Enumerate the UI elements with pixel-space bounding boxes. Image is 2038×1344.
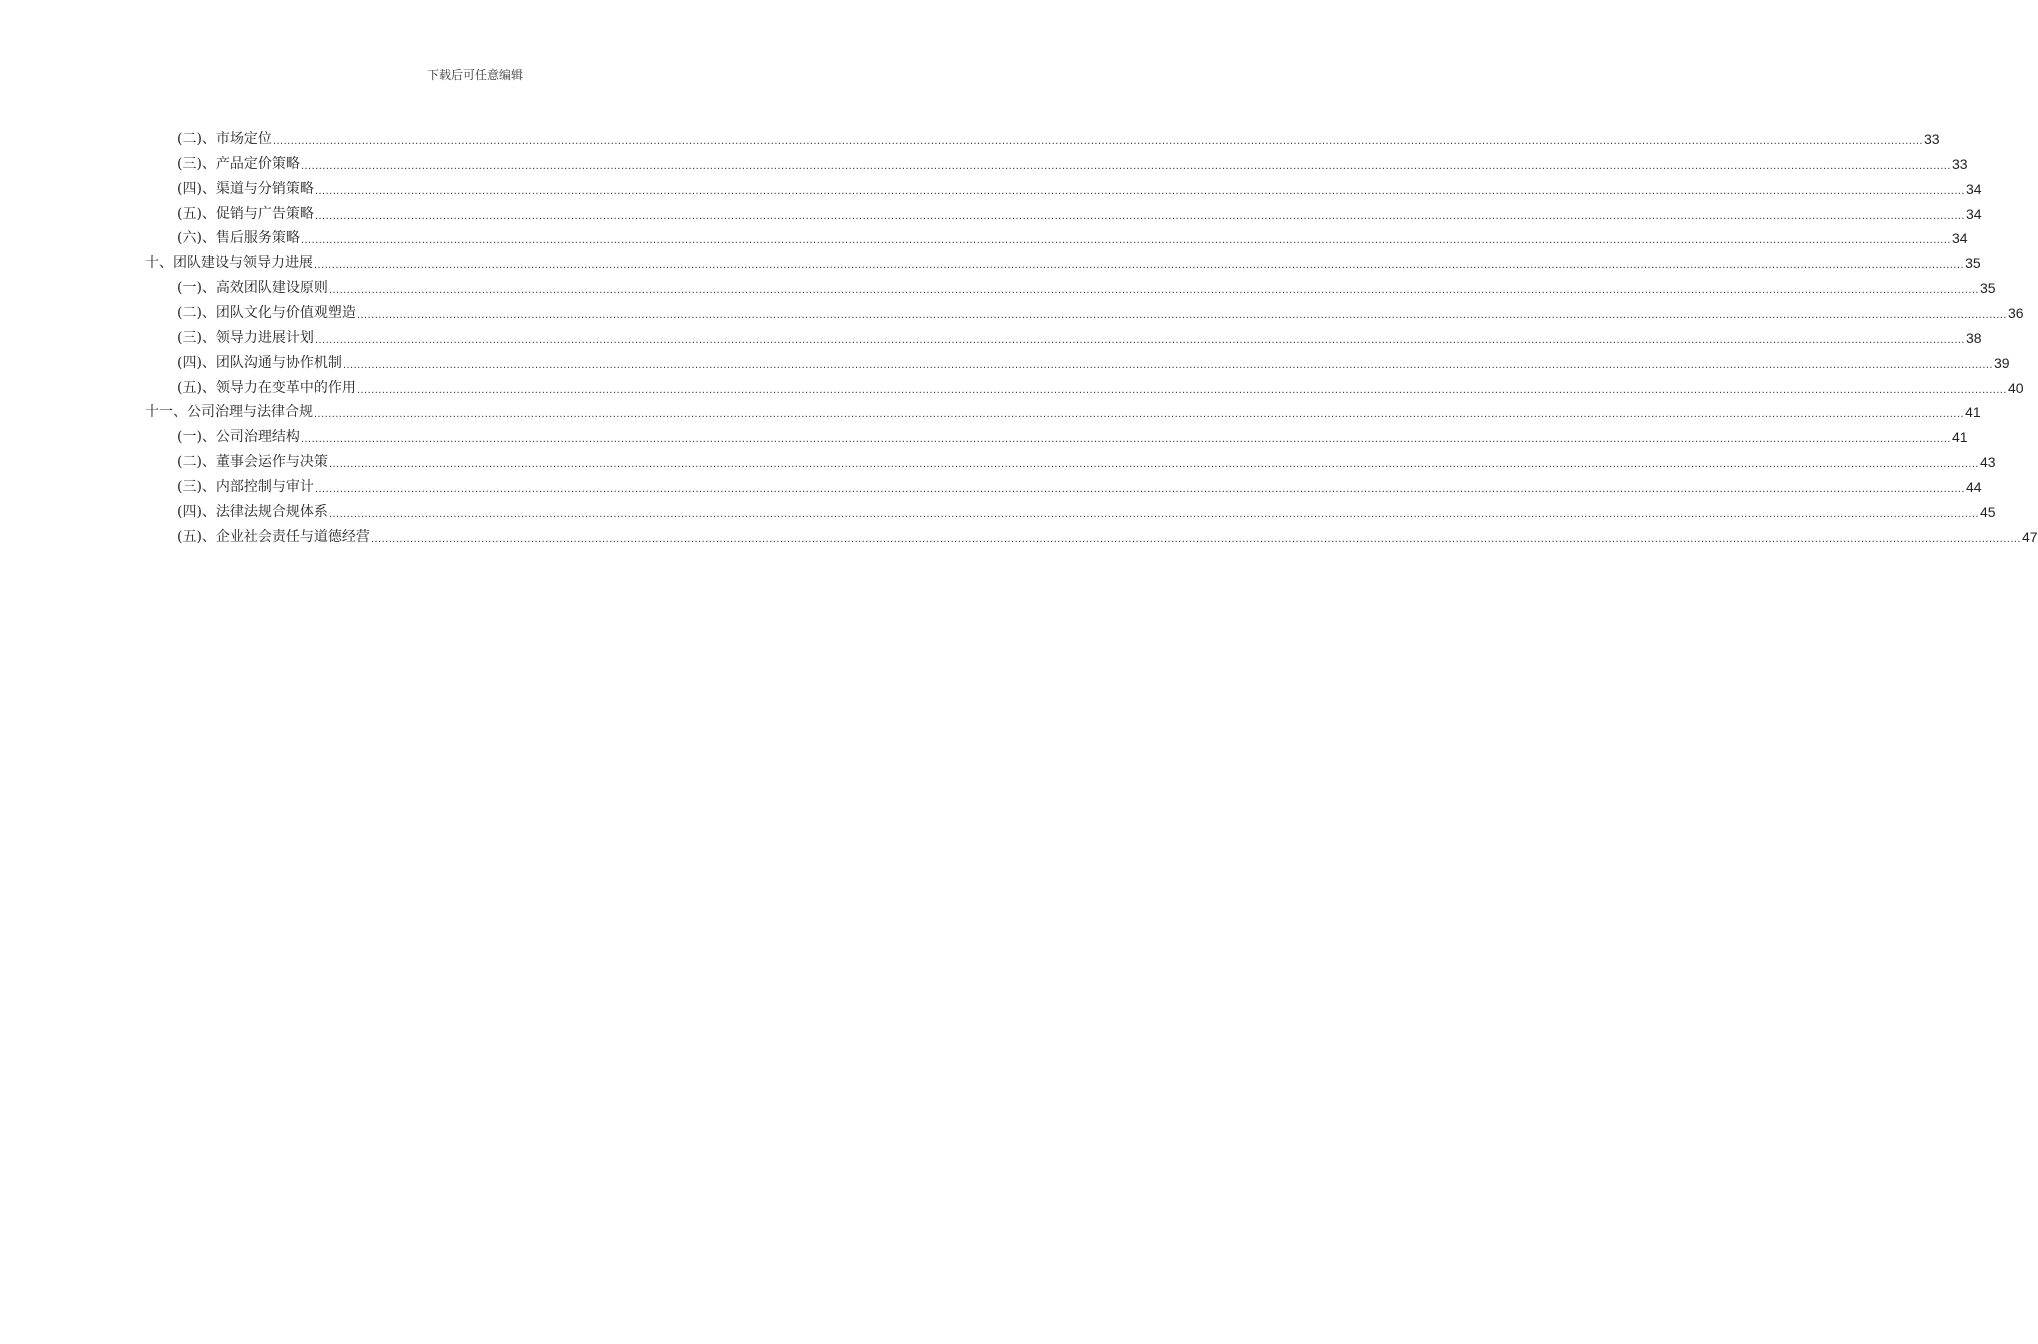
toc-dot-leader: ................................................................................................................................................................................................................................................................................................................................................................................................................................................................................ [314,259,1965,272]
toc-dot-leader: ................................................................................................................................................................................................................................................................................................................................................................................................................................................................................ [272,135,1923,147]
toc-dot-leader: ................................................................................................................................................................................................................................................................................................................................................................................................................................................................................ [300,234,1951,247]
toc-page-number: 36 [2008,304,2024,321]
toc-entry[interactable] [177,151,1968,173]
toc-page-number: 44 [1966,478,1982,495]
toc-entry-title: (四)、团队沟通与协作机制 [177,354,342,371]
toc-entry[interactable] [177,225,1968,247]
toc-entry[interactable] [177,499,1996,521]
toc-entry[interactable] [145,250,1981,272]
toc-page-number: 43 [1980,454,1996,471]
toc-page-number: 41 [1952,429,1968,446]
toc-entry[interactable] [177,375,2024,397]
toc-entry-title: (三)、产品定价策略 [177,155,300,172]
toc-entry[interactable] [177,325,1982,347]
toc-entry[interactable] [177,524,2038,546]
toc-page-number: 34 [1952,230,1968,247]
toc-dot-leader: ................................................................................................................................................................................................................................................................................................................................................................................................................................................................................ [300,159,1951,172]
toc-page-number: 35 [1980,280,1996,297]
toc-entry-title: (六)、售后服务策略 [177,230,300,247]
toc-dot-leader: ................................................................................................................................................................................................................................................................................................................................................................................................................................................................................ [370,532,2021,545]
toc-entry-title: (二)、市场定位 [177,131,272,147]
toc-entry[interactable] [177,126,1940,148]
toc-dot-leader: ................................................................................................................................................................................................................................................................................................................................................................................................................................................................................ [314,408,1965,421]
toc-page-number: 33 [1924,131,1940,147]
toc-entry[interactable] [177,474,1982,496]
toc-entry-title: (三)、领导力进展计划 [177,329,314,346]
toc-page-number: 35 [1965,255,1981,272]
toc-entry-title: (五)、领导力在变革中的作用 [177,379,356,396]
toc-dot-leader: ................................................................................................................................................................................................................................................................................................................................................................................................................................................................................ [328,458,1979,471]
toc-entry[interactable] [177,424,1968,446]
toc-entry[interactable] [177,300,2024,322]
toc-dot-leader: ................................................................................................................................................................................................................................................................................................................................................................................................................................................................................ [356,308,2007,321]
toc-entry-title: (一)、公司治理结构 [177,429,300,446]
toc-page-number: 40 [2008,379,2024,396]
toc-entry-title: (五)、企业社会责任与道德经营 [177,528,370,545]
toc-page-number: 34 [1966,180,1982,197]
toc-entry-title: (五)、促销与广告策略 [177,205,314,222]
toc-entry-title: 十一、公司治理与法律合规 [145,404,313,421]
toc-dot-leader: ................................................................................................................................................................................................................................................................................................................................................................................................................................................................................ [314,209,1965,222]
toc-entry-title: 十、团队建设与领导力进展 [145,255,313,272]
toc-entry[interactable] [177,449,1996,471]
toc-page-number: 34 [1966,205,1982,222]
toc-entry[interactable] [177,350,2010,372]
toc-entry[interactable] [177,176,1982,198]
toc-dot-leader: ................................................................................................................................................................................................................................................................................................................................................................................................................................................................................ [356,383,2007,396]
toc-entry[interactable] [145,399,1981,421]
toc-entry-title: (二)、团队文化与价值观塑造 [177,304,356,321]
toc-dot-leader: ................................................................................................................................................................................................................................................................................................................................................................................................................................................................................ [328,507,1979,520]
toc-entry-title: (一)、高效团队建设原则 [177,280,328,297]
toc-entry-title: (二)、董事会运作与决策 [177,454,328,471]
toc-entry-title: (三)、内部控制与审计 [177,478,314,495]
toc-entry-title: (四)、渠道与分销策略 [177,180,314,197]
toc-page-number: 33 [1952,155,1968,172]
toc-dot-leader: ................................................................................................................................................................................................................................................................................................................................................................................................................................................................................ [314,333,1965,346]
toc-page-number: 39 [1994,354,2010,371]
toc-entry[interactable] [177,275,1996,297]
toc-page-number: 41 [1965,404,1981,421]
toc-dot-leader: ................................................................................................................................................................................................................................................................................................................................................................................................................................................................................ [314,184,1965,197]
toc-entry[interactable] [177,201,1982,223]
page-header: 下载后可任意编辑 [426,68,523,82]
toc-dot-leader: ................................................................................................................................................................................................................................................................................................................................................................................................................................................................................ [342,358,1993,371]
toc-page-number: 38 [1966,329,1982,346]
toc-dot-leader: ................................................................................................................................................................................................................................................................................................................................................................................................................................................................................ [314,482,1965,495]
toc-entry-title: (四)、法律法规合规体系 [177,503,328,520]
toc-dot-leader: ................................................................................................................................................................................................................................................................................................................................................................................................................................................................................ [328,284,1979,297]
toc-page-number: 47 [2022,528,2038,545]
toc-page-number: 45 [1980,503,1996,520]
toc-dot-leader: ................................................................................................................................................................................................................................................................................................................................................................................................................................................................................ [300,433,1951,446]
